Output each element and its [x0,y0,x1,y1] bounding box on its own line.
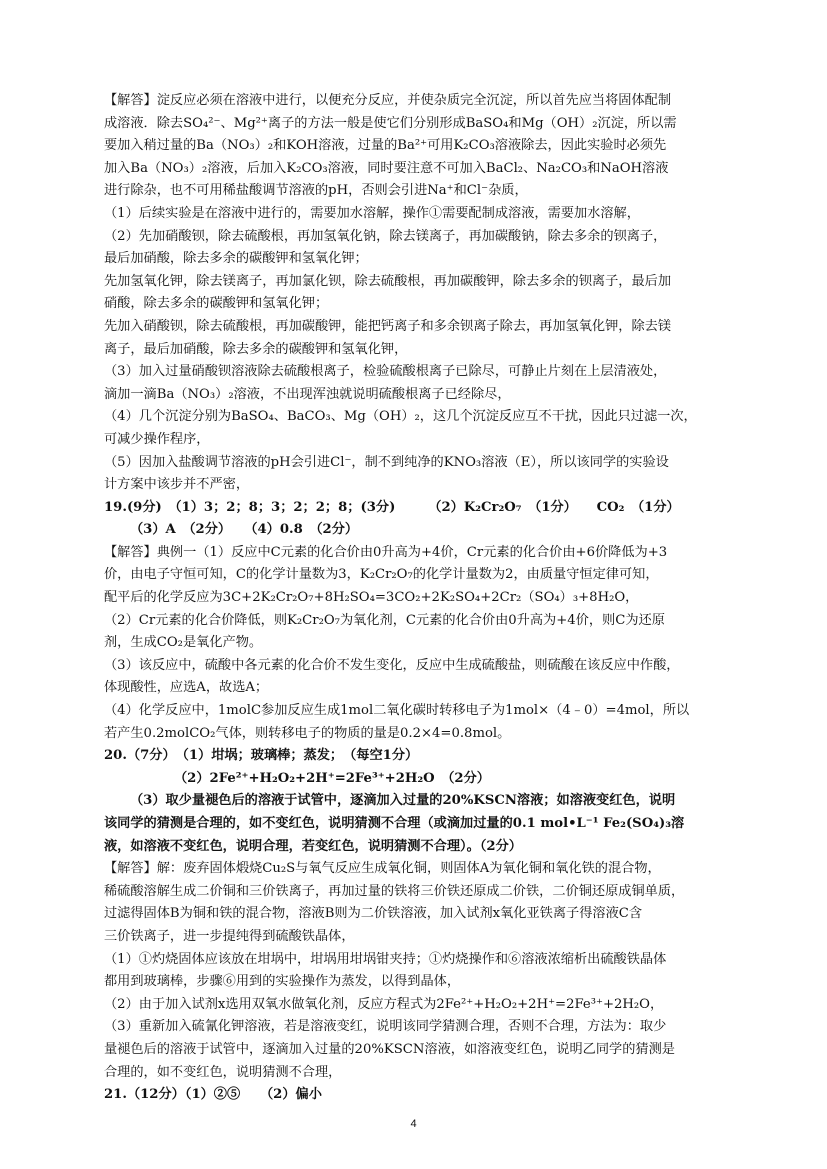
text-line: 合理的，如不变红色，说明猜测不合理， [104,1064,342,1080]
text-line: 配平后的化学反应为3C+2K₂Cr₂O₇+8H₂SO₄=3CO₂+2K₂SO₄+2Cr₂（SO₄）₃+8H₂O， [104,590,639,606]
text-line: 体现酸性，应选A，故选A； [104,680,269,696]
text-line: （4）化学反应中，1molC参加反应生成1mol二氧化碳时转移电子为1mol×（4﹣0）=4mol，所以 [104,703,690,719]
text-line: 要加入稍过量的Ba（NO₃）₂和KOH溶液，过量的Ba²⁺可用K₂CO₃溶液除去，因此实验时必须先 [104,138,667,154]
question-20-answer-cont: （2）2Fe²⁺+H₂O₂+2H⁺=2Fe³⁺+2H₂O （2分） [174,770,490,786]
text-line: 剂，生成CO₂是氧化产物。 [104,635,263,651]
question-19-answer: 19.(9分) （1）3；2；8；3；2；2；8；(3分) （2）K₂Cr₂O₇ （1分） CO₂ （1分） [104,499,680,515]
text-line: （2）Cr元素的化合价降低，则K₂Cr₂O₇为氧化剂，C元素的化合价由0升高为+4价，则C为还原 [104,612,665,628]
text-line: 滴加一滴Ba（NO₃）₂溶液，不出现浑浊就说明硫酸根离子已经除尽， [104,386,511,402]
text-line: （2）由于加入试剂x选用双氧水做氧化剂，反应方程式为2Fe²⁺+H₂O₂+2H⁺=2Fe³⁺+2H₂O， [104,996,664,1012]
question-21-answer: 21.（12分）（1）②⑤ （2）偏小 [104,1087,322,1103]
page-number: 4 [410,1118,417,1130]
text-line: 若产生0.2molCO₂气体，则转移电子的物质的量是0.2×4=0.8mol。 [104,725,511,741]
text-line: （3）加入过量硝酸钡溶液除去硫酸根离子，检验硫酸根离子已除尽，可静止片刻在上层清液处， [104,364,667,380]
text-line: （5）因加入盐酸调节溶液的pH会引进Cl⁻，制不到纯净的KNO₃溶液（E），所以该同学的实验设 [104,454,669,470]
text-line: 【解答】解：废弃固体煅烧Cu₂S与氧气反应生成氧化铜，则固体A为氧化铜和氧化铁的混合物， [104,861,661,877]
text-line: 先加入硝酸钡，除去硫酸根，再加碳酸钾，能把钙离子和多余钡离子除去，再加氢氧化钾，除去镁 [104,318,672,334]
answer-text-block [104,90,726,1107]
question-20-answer-3-cont: 液，如溶液不变红色，说明合理，若变红色，说明猜测不合理）。（2分） [104,838,522,854]
text-line: （1）①灼烧固体应该放在坩埚中，坩埚用坩埚钳夹持；①灼烧操作和⑥溶液浓缩析出硫酸铁晶体 [104,951,667,967]
text-line: 【解答】典例一（1）反应中C元素的化合价由0升高为+4价，Cr元素的化合价由+6价降低为+3 [104,544,668,560]
text-line: （3）重新加入硫氰化钾溶液，若是溶液变红，说明该同学猜测合理，否则不合理，方法为：取少 [104,1019,667,1035]
text-line: 价，由电子守恒可知，C的化学计量数为3，K₂Cr₂O₇的化学计量数为2，由质量守恒定律可知， [104,567,659,583]
question-20-answer: 20.（7分） （1）坩埚；玻璃棒；蒸发； （每空1分） [104,748,419,764]
text-line: 过滤得固体B为铜和铁的混合物，溶液B则为二价铁溶液，加入试剂x氧化亚铁离子得溶液C含 [104,906,643,922]
text-line: 硝酸，除去多余的碳酸钾和氢氧化钾； [104,296,329,312]
text-line: 离子，最后加硝酸，除去多余的碳酸钾和氢氧化钾， [104,341,408,357]
text-line: 加入Ba（NO₃）₂溶液，后加入K₂CO₃溶液，同时要注意不可加入BaCl₂、Na₂CO₃和NaOH溶液 [104,160,669,176]
text-line: （2）先加硝酸钡，除去硫酸根，再加氢氧化钠，除去镁离子，再加碳酸钠，除去多余的钡离子， [104,228,667,244]
text-line: 计方案中该步并不严密， [104,477,250,493]
text-line: （1）后续实验是在溶液中进行的，需要加水溶解，操作①需要配制成溶液，需要加水溶解， [104,205,640,221]
text-line: 最后加硝酸，除去多余的碳酸钾和氢氧化钾； [104,251,368,267]
text-line: （3）该反应中，硫酸中各元素的化合价不发生变化，反应中生成硫酸盐，则硫酸在该反应中作酸， [104,657,680,673]
text-line: 量褪色后的溶液于试管中，逐滴加入过量的20%KSCN溶液，如溶液变红色，说明乙同学的猜测是 [104,1041,675,1057]
text-line: 三价铁离子，进一步提纯得到硫酸铁晶体， [104,928,355,944]
question-20-answer-3: （3）取少量褪色后的溶液于试管中，逐滴加入过量的20%KSCN溶液；如溶液变红色，说明 [130,793,676,809]
question-20-answer-3-cont: 该同学的猜测是合理的，如不变红色，说明猜测不合理（或滴加过量的0.1 mol•L⁻¹ Fe₂(SO₄)₃溶 [104,816,685,831]
text-line: 【解答】淀反应必须在溶液中进行，以便充分反应，并使杂质完全沉淀，所以首先应当将固体配制 [104,93,672,108]
text-line: 可减少操作程序， [104,431,210,447]
text-line: （4）几个沉淀分别为BaSO₄、BaCO₃、Mg（OH）₂，这几个沉淀反应互不干扰，因此只过滤一次， [104,409,697,425]
text-line: 进行除杂，也不可用稀盐酸调节溶液的pH，否则会引进Na⁺和Cl⁻杂质， [104,183,528,199]
question-19-answer-cont: （3）A （2分） （4）0.8 （2分） [130,522,359,538]
text-line: 稀硫酸溶解生成二价铜和三价铁离子，再加过量的铁将三价铁还原成二价铁，二价铜还原成铜单质， [104,883,685,899]
text-line: 都用到玻璃棒，步骤⑥用到的实验操作为蒸发，以得到晶体， [104,974,461,990]
text-line: 成溶液．除去SO₄²⁻、Mg²⁺离子的方法一般是使它们分别形成BaSO₄和Mg（OH）₂沉淀，所以需 [104,115,677,131]
text-line: 先加氢氧化钾，除去镁离子，再加氯化钡，除去硫酸根，再加碳酸钾，除去多余的钡离子，最后加 [104,273,672,289]
